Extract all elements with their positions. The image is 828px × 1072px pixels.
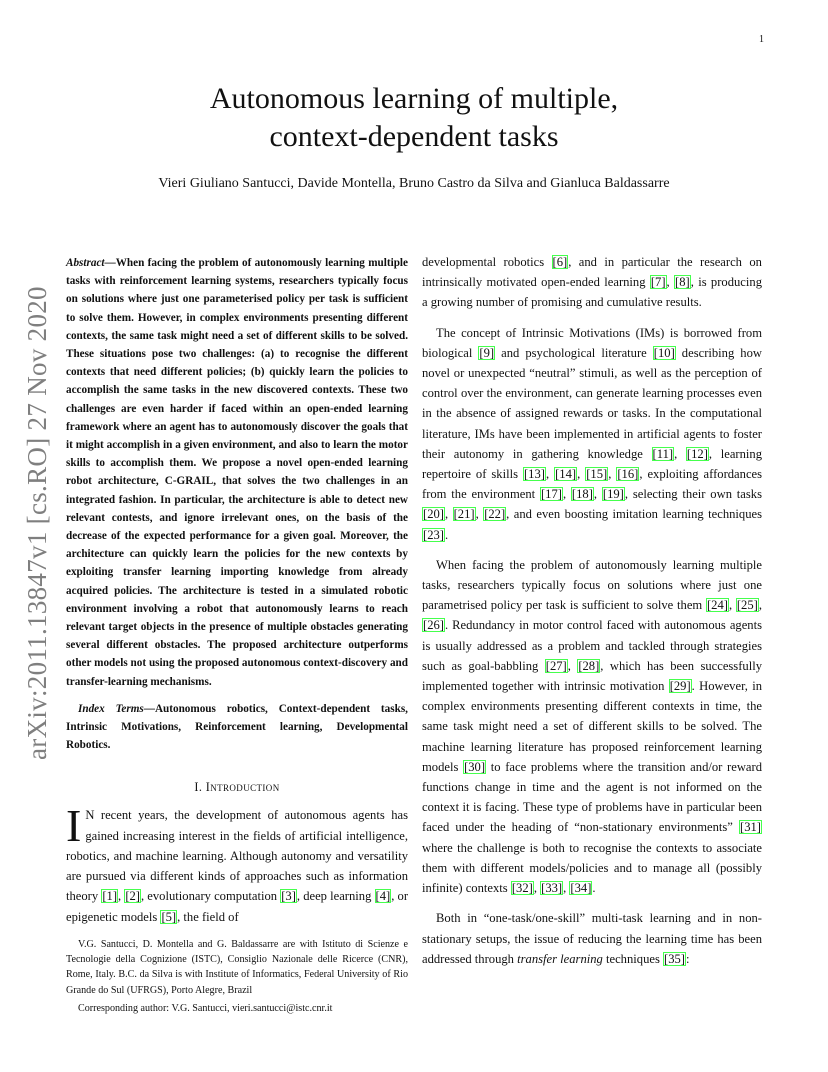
drop-cap: I (66, 800, 82, 852)
text: developmental robotics (422, 255, 552, 269)
intro-text-3: , evolutionary computation (141, 889, 281, 904)
citation-link[interactable]: [15] (586, 467, 608, 482)
text: to face problems where the transition and/or reward functions change in time and the agent is not informed on the context it is facing. These type of problems have in particular been faced under the heading of “non-stationary environments” (422, 759, 762, 835)
text: , (533, 881, 541, 896)
citation-link[interactable]: [30] (464, 759, 486, 774)
text: , (593, 487, 602, 502)
citation-link[interactable]: [23] (423, 527, 444, 542)
index-terms-lead: Index Terms (78, 702, 144, 715)
text: , (563, 881, 570, 896)
text: . However, in complex environments presenting different contexts in time, the same task might need a set of different skills to be solved. The machine learning literature has proposed reinforcement learning models (422, 679, 762, 774)
text: , (577, 467, 586, 482)
citation-link[interactable]: [1] (102, 889, 118, 904)
section-heading-text: I. Introduction (194, 780, 280, 795)
text: , (608, 467, 617, 482)
citation-link[interactable]: [19] (602, 487, 624, 502)
citation-link[interactable]: [24] (706, 598, 728, 613)
page-number: 1 (759, 34, 764, 45)
citation-link[interactable]: [17] (540, 487, 562, 502)
right-column (422, 252, 762, 979)
text: , and in particular the research on intrinsically motivated open-ended learning (422, 255, 762, 290)
citation-link[interactable]: [10] (653, 345, 675, 360)
abstract (66, 254, 408, 691)
citation-link[interactable]: [35] (664, 951, 685, 966)
intro-text-5: , or epigenetic models (66, 889, 409, 924)
citation-link[interactable]: [21] (453, 507, 475, 522)
citation-link[interactable]: [13] (523, 467, 545, 482)
text: When facing the problem of autonomously learning multiple tasks, researchers typically focus on solutions where just one parametrised policy per task is sufficient to solve them (422, 557, 762, 613)
footnote-affiliation-text: V.G. Santucci, D. Montella and G. Baldassarre are with Istituto di Scienze e Tecnologie della Cognizione (ISTC), Consiglio Nazionale delle Ricerce (CNR), Rome, Italy. B.C. da Silva is with Institute of Informatics, Federal University of Rio Grande do Sul (UFRGS), Porto Alegre, Brazil (66, 939, 408, 996)
right-paragraph-3 (422, 555, 762, 898)
citation-link[interactable]: [34] (570, 881, 592, 896)
emphasis-text: transfer learning (517, 951, 603, 966)
citation-link[interactable]: [22] (484, 507, 506, 522)
paper-title (100, 80, 728, 156)
author-list: Vieri Giuliano Santucci, Davide Montella, Bruno Castro da Silva and Gianluca Baldassarre (158, 176, 670, 191)
text: and psychological literature (495, 345, 653, 360)
text: , (562, 487, 571, 502)
citation-link[interactable]: [32] (511, 881, 533, 896)
citation-link[interactable]: [20] (423, 507, 444, 522)
index-terms (66, 700, 408, 755)
intro-text-4: , deep learning (296, 889, 375, 904)
intro-text-6: , the field of (177, 909, 239, 924)
citation-link[interactable]: [16] (617, 467, 639, 482)
footnote-corresponding (66, 1001, 408, 1016)
citation-link[interactable]: [14] (555, 467, 577, 482)
citation-link[interactable]: [4] (375, 889, 391, 904)
text: describing how novel or unexpected “neutral” stimuli, as well as the perception of control over the environment, can generate learning processes even in the absence of assigned rewards or tasks. In the computational literature, IMs have been implemented in artificial agents to foster their autonomy in gathering knowledge (422, 345, 762, 461)
text: techniques (602, 951, 664, 966)
text: . (592, 881, 596, 896)
text: , and even boosting imitation learning techniques (506, 507, 762, 522)
text: , (674, 446, 686, 461)
citation-link[interactable]: [26] (423, 618, 444, 633)
text: , (758, 598, 762, 613)
right-paragraph-2 (422, 323, 762, 545)
citation-link[interactable]: [8] (675, 275, 690, 290)
text: , (666, 275, 675, 290)
citation-link[interactable]: [27] (545, 658, 567, 673)
index-terms-text: —Autonomous robotics, Context-dependent tasks, Intrinsic Motivations, Reinforcement learning, Developmental Robotics. (66, 702, 408, 752)
footnotes (66, 937, 408, 1016)
right-paragraph-1 (422, 252, 762, 313)
citation-link[interactable]: [12] (686, 446, 708, 461)
title-line-1: Autonomous learning of multiple, (209, 82, 619, 115)
section-heading-introduction (66, 780, 408, 795)
citation-link[interactable]: [9] (479, 345, 495, 360)
text: , (545, 467, 555, 482)
text: , learning repertoire of skills (422, 446, 762, 482)
text: , exploiting affordances from the environment (422, 467, 763, 502)
intro-text-2: , (118, 889, 125, 904)
text: , (567, 658, 578, 673)
citation-link[interactable]: [25] (736, 598, 758, 613)
citation-link[interactable]: [28] (578, 658, 600, 673)
citation-link[interactable]: [29] (669, 679, 691, 694)
intro-text-1: N recent years, the development of autonomous agents has gained increasing interest in the fields of artificial intelligence, robotics, and machine learning. Although autonomy and versatility are pursued via different kinds of approaches such as information theory (66, 808, 408, 904)
text: , selecting their own tasks (624, 487, 762, 502)
citation-link[interactable]: [7] (650, 275, 666, 290)
arxiv-identifier: arXiv:2011.13847v1 [cs.RO] 27 Nov 2020 (22, 286, 52, 760)
intro-paragraph (66, 800, 409, 926)
text: , which has been successfully implemented together with intrinsic motivation (422, 658, 762, 694)
citation-link[interactable]: [6] (552, 255, 568, 269)
text: , (728, 598, 736, 613)
title-line-2: context-dependent tasks (269, 120, 559, 153)
citation-link[interactable]: [18] (571, 487, 593, 502)
citation-link[interactable]: [3] (281, 889, 296, 904)
right-paragraph-4 (422, 908, 762, 969)
text: . (444, 527, 449, 542)
citation-link[interactable]: [2] (125, 889, 140, 904)
text: , (475, 507, 484, 522)
text: , is producing a growing number of promising and cumulative results. (422, 275, 762, 310)
text: where the challenge is both to recognise the contexts to associate them with different models/policies and to manage all (possibly infinite) contexts (422, 840, 762, 896)
left-column (66, 254, 408, 927)
footnote-corresponding-text: Corresponding author: V.G. Santucci, vieri.santucci@istc.cnr.it (78, 1002, 333, 1014)
abstract-lead: Abstract (66, 257, 105, 269)
text: : (686, 951, 690, 966)
text: . Redundancy in motor control faced with autonomous agents is usually addressed as a problem and tackled through strategies such as goal-babbling (422, 618, 762, 673)
citation-link[interactable]: [33] (541, 881, 563, 896)
text: , (444, 507, 453, 522)
citation-link[interactable]: [31] (740, 820, 761, 835)
citation-link[interactable]: [5] (161, 909, 177, 924)
abstract-text: —When facing the problem of autonomously learning multiple tasks with reinforcement learning systems, researchers typically focus on solutions where just one parameterised policy per task is sufficient to solve them. However, in complex environments presenting different contexts, the same task might need a set of different skills to be solved. These situations pose two challenges: (a) to recognise the different contexts that need different policies; (b) quickly learn the policies to accomplish the same tasks in the new discovered contexts. These two challenges are even harder if faced within an open-ended learning framework where an agent has to autonomously discover the goals that it might accomplish in a given environment, and also to learn the motor skills to accomplish them. We propose a novel open-ended learning robot architecture, C-GRAIL, that solves the two challenges in an integrated fashion. In particular, the architecture is able to detect new relevant contests, and ignore irrelevant ones, on the basis of the decrease of the expected performance for a given goal. Moreover, the architecture can quickly learn the policies for the new contexts by exploiting transfer learning importing knowledge from already acquired policies. The architecture is tested in a simulated robotic environment involving a robot that autonomously learns to reach relevant target objects in the presence of multiple obstacles generating several different obstacles. The proposed architecture outperforms other models not using the proposed autonomous context-discovery and transfer-learning mechanisms. (66, 257, 408, 688)
footnote-affiliation (66, 937, 408, 998)
citation-link[interactable]: [11] (652, 446, 674, 461)
text: Both in “one-task/one-skill” multi-task learning and in non-stationary setups, the issue of reducing the learning time has been addressed through (422, 911, 762, 966)
text: The concept of Intrinsic Motivations (IMs) is borrowed from biological (422, 325, 762, 360)
